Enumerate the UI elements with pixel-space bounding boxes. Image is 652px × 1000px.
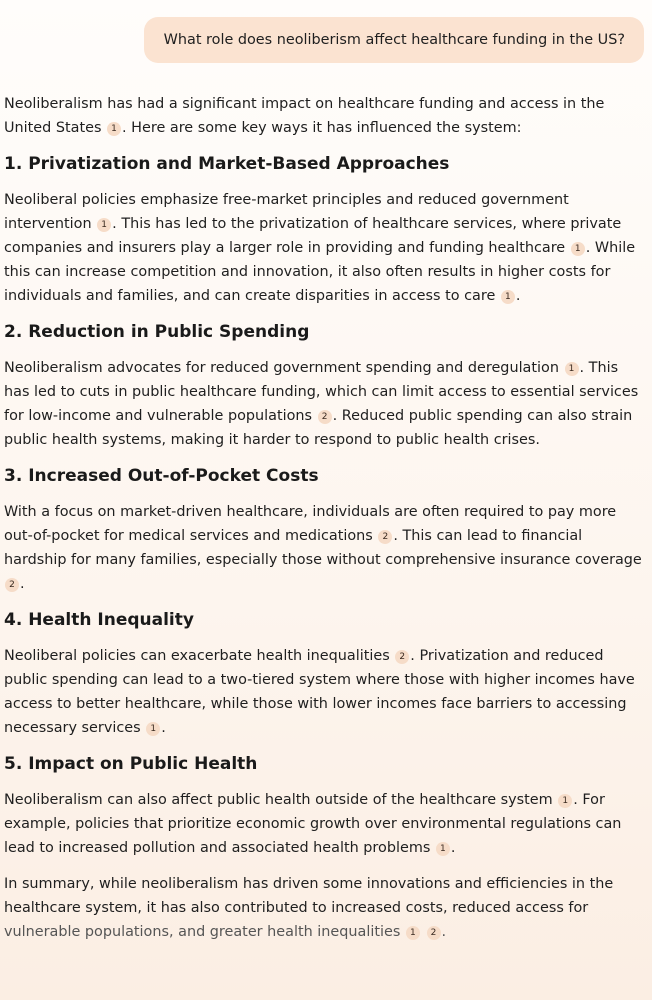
citation-badge[interactable]: 1 <box>565 362 579 376</box>
summary-paragraph <box>4 872 648 944</box>
section-2-text-2: . This has led to cuts in public healthcare funding, which can limit access to essential services for low-income and vulnerable populations <box>4 360 639 424</box>
intro-text: Neoliberalism has had a significant impact on healthcare funding and access in the United States <box>4 96 605 136</box>
section-1-text-1: Neoliberal policies emphasize free-market principles and reduced government intervention <box>4 192 569 232</box>
citation-badge[interactable]: 1 <box>436 842 450 856</box>
citation-badge[interactable]: 2 <box>5 578 19 592</box>
section-1-text-2: . This has led to the privatization of healthcare services, where private companies and insurers play a larger role in providing and funding healthcare <box>4 216 622 256</box>
section-heading-1: 1. Privatization and Market-Based Approaches <box>4 154 450 174</box>
citation-badge[interactable]: 1 <box>107 122 121 136</box>
citation-badge[interactable]: 2 <box>427 926 441 940</box>
section-1-text-4: . <box>515 288 521 304</box>
section-5-text-1: Neoliberalism can also affect public health outside of the healthcare system <box>4 792 553 808</box>
section-paragraph-4 <box>4 644 648 740</box>
intro-text-2: . Here are some key ways it has influenced the system: <box>122 120 522 136</box>
citation-badge[interactable]: 2 <box>378 530 392 544</box>
section-heading-4: 4. Health Inequality <box>4 610 194 630</box>
summary-text: In summary, while neoliberalism has driven some innovations and efficiencies in the healthcare system, it has also contributed to increased costs, reduced access for <box>4 876 614 916</box>
section-paragraph-3 <box>4 500 648 596</box>
section-1-text-3: . While this can increase competition and innovation, it also often results in higher costs for individuals and families, and can create disparities in access to care <box>4 240 636 304</box>
section-5-text-3: . <box>450 840 456 856</box>
user-message-bubble <box>144 17 644 63</box>
citation-badge[interactable]: 1 <box>97 218 111 232</box>
section-heading-5: 5. Impact on Public Health <box>4 754 258 774</box>
citation-badge[interactable]: 1 <box>406 926 420 940</box>
citation-badge[interactable]: 2 <box>395 650 409 664</box>
section-2-text-1: Neoliberalism advocates for reduced government spending and deregulation <box>4 360 559 376</box>
user-message-text: What role does neoliberism affect healthcare funding in the US? <box>163 32 625 48</box>
section-5-text-2: . For example, policies that prioritize economic growth over environmental regulations can lead to increased pollution and associated health problems <box>4 792 622 856</box>
section-paragraph-1 <box>4 188 648 308</box>
citation-badge[interactable]: 1 <box>571 242 585 256</box>
section-3-text-2: . This can lead to financial hardship for many families, especially those without comprehensive insurance coverage <box>4 528 642 568</box>
intro-paragraph <box>4 92 648 140</box>
citation-badge[interactable]: 1 <box>501 290 515 304</box>
citation-badge[interactable]: 1 <box>146 722 160 736</box>
summary-text-faded: vulnerable populations, and greater health inequalities <box>4 924 401 940</box>
section-4-text-2: . Privatization and reduced public spending can lead to a two-tiered system where those with higher incomes have access to better healthcare, while those with lower incomes face barriers to accessing necessary services <box>4 648 635 736</box>
section-2-text-3: . Reduced public spending can also strain public health systems, making it harder to respond to public health crises. <box>4 408 633 448</box>
section-paragraph-5 <box>4 788 648 860</box>
assistant-response <box>4 92 648 956</box>
section-3-text-1: With a focus on market-driven healthcare, individuals are often required to pay more out-of-pocket for medical services and medications <box>4 504 617 544</box>
section-heading-2: 2. Reduction in Public Spending <box>4 322 310 342</box>
section-4-text-1: Neoliberal policies can exacerbate health inequalities <box>4 648 390 664</box>
citation-badge[interactable]: 1 <box>558 794 572 808</box>
summary-end: . <box>441 924 447 940</box>
section-3-text-3: . <box>20 576 25 592</box>
section-heading-3: 3. Increased Out-of-Pocket Costs <box>4 466 319 486</box>
section-paragraph-2 <box>4 356 648 452</box>
citation-badge[interactable]: 2 <box>318 410 332 424</box>
section-4-text-3: . <box>161 720 166 736</box>
